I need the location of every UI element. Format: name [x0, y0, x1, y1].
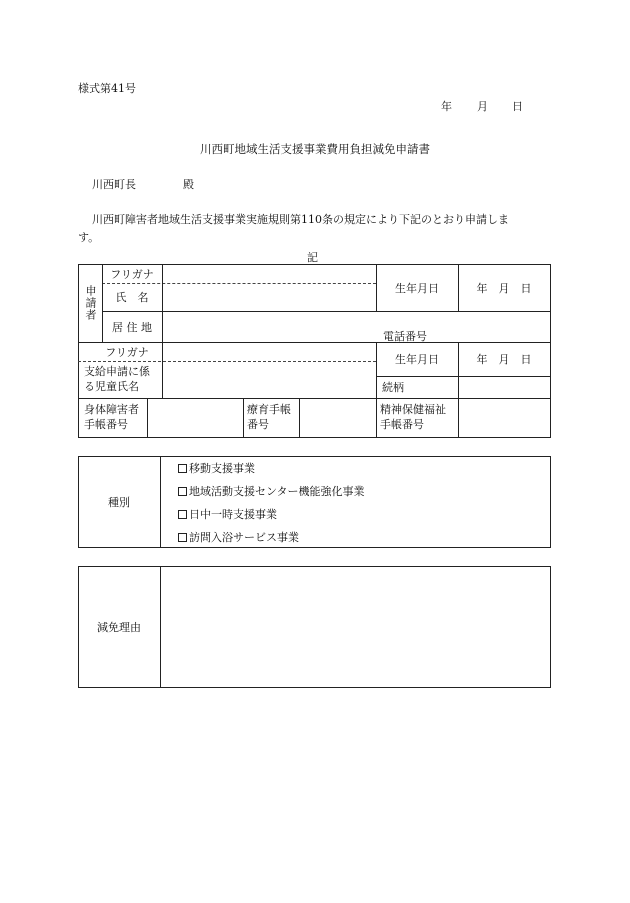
- relation-field[interactable]: [459, 377, 550, 398]
- child-name-label: [84, 364, 150, 394]
- child-birthdate-value[interactable]: 年 月 日: [476, 353, 532, 366]
- mental-book-field[interactable]: [459, 399, 550, 437]
- ryoiku-book-label-line2: 番号: [247, 418, 269, 431]
- physical-book-field[interactable]: [148, 399, 243, 437]
- form-number: 様式第41号: [78, 82, 136, 95]
- birthdate-label: 生年月日: [395, 281, 439, 295]
- physical-book-label-line1: 身体障害者: [84, 403, 139, 416]
- child-name-label-line1: 支給申請に係: [84, 365, 150, 378]
- type-option-label: 地域活動支援センター機能強化事業: [189, 485, 365, 498]
- mental-book-label-line2: 手帳番号: [380, 418, 424, 431]
- child-furigana-label: フリガナ: [105, 345, 149, 359]
- physical-book-label-line2: 手帳番号: [84, 418, 128, 431]
- ki-label: 記: [307, 251, 318, 264]
- type-option-daytime-support[interactable]: [178, 506, 277, 522]
- child-furigana-field[interactable]: [163, 343, 375, 361]
- child-birthdate-label: 生年月日: [395, 353, 439, 366]
- child-name-field[interactable]: [163, 362, 375, 398]
- name-label: 氏 名: [115, 291, 149, 304]
- relation-label: 続柄: [382, 381, 404, 394]
- ryoiku-book-label-line1: 療育手帳: [247, 403, 291, 416]
- honorific: 殿: [183, 178, 194, 191]
- type-option-bathing-service[interactable]: [178, 529, 299, 545]
- type-option-activity-center[interactable]: [178, 483, 365, 499]
- reason-label: 減免理由: [97, 621, 141, 634]
- phone-label: 電話番号: [383, 330, 427, 343]
- intro-text-line2: す。: [78, 231, 100, 244]
- physical-book-label: [84, 402, 139, 432]
- mental-book-label: [380, 402, 446, 432]
- ryoiku-book-field[interactable]: [300, 399, 376, 437]
- date-month-label: 月: [477, 100, 488, 113]
- type-option-label: 日中一時支援事業: [189, 508, 277, 521]
- intro-text-line1: 川西町障害者地域生活支援事業実施規則第110条の規定により下記のとおり申請しま: [92, 213, 509, 226]
- checkbox-icon[interactable]: [178, 487, 187, 496]
- mental-book-label-line1: 精神保健福祉: [380, 403, 446, 416]
- document-title: 川西町地域生活支援事業費用負担減免申請書: [200, 142, 430, 156]
- ryoiku-book-label: [247, 402, 291, 432]
- checkbox-icon[interactable]: [178, 464, 187, 473]
- date-day-label: 日: [512, 100, 523, 113]
- applicant-label: 申請者: [84, 285, 97, 321]
- type-option-label: 移動支援事業: [189, 462, 255, 475]
- furigana-label: フリガナ: [110, 267, 154, 281]
- address-field[interactable]: [163, 312, 550, 342]
- name-field[interactable]: [163, 284, 375, 311]
- type-option-label: 訪問入浴サービス事業: [189, 531, 299, 544]
- child-name-label-line2: る児童氏名: [84, 380, 139, 393]
- birthdate-value[interactable]: 年 月 日: [476, 281, 532, 295]
- furigana-field[interactable]: [163, 265, 375, 283]
- checkbox-icon[interactable]: [178, 533, 187, 542]
- address-label: 居 住 地: [112, 320, 152, 334]
- type-label: 種別: [108, 496, 130, 509]
- checkbox-icon[interactable]: [178, 510, 187, 519]
- date-year-label: 年: [441, 100, 452, 113]
- reason-field[interactable]: [161, 567, 550, 687]
- type-option-mobility[interactable]: [178, 460, 255, 476]
- addressee: 川西町長: [92, 178, 136, 191]
